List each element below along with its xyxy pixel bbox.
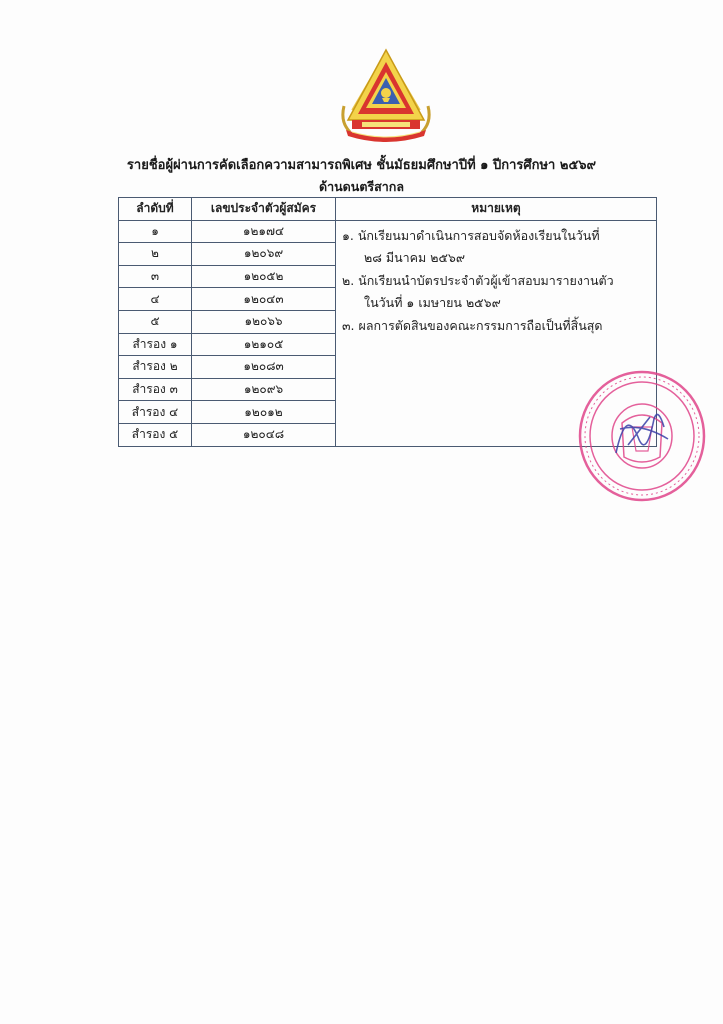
cell-applicant-no: ๑๒๐๕๒ [192, 265, 336, 288]
cell-applicant-no: ๑๒๐๘๓ [192, 356, 336, 379]
cell-applicant-no: ๑๒๐๖๙ [192, 243, 336, 266]
header-order: ลำดับที่ [119, 198, 192, 221]
cell-order: ๕ [119, 310, 192, 333]
remark-2-line-2: ในวันที่ ๑ เมษายน ๒๕๖๙ [364, 295, 501, 311]
cell-order: ๔ [119, 288, 192, 311]
remark-3-line-1: ๓. ผลการตัดสินของคณะกรรมการถือเป็นที่สิ้นสุด [342, 317, 603, 333]
cell-applicant-no: ๑๒๐๖๖ [192, 310, 336, 333]
cell-order: สำรอง ๒ [119, 356, 192, 379]
remark-2-line-1: ๒. นักเรียนนำบัตรประจำตัวผู้เข้าสอบมารายงานตัว [342, 272, 614, 288]
table-header-row [119, 198, 657, 221]
document-subtitle: ด้านดนตรีสากล [318, 179, 405, 194]
cell-order: สำรอง ๑ [119, 333, 192, 356]
table-row [119, 220, 657, 243]
cell-order: สำรอง ๕ [119, 423, 192, 446]
cell-order: ๒ [119, 243, 192, 266]
cell-order: สำรอง ๔ [119, 401, 192, 424]
school-emblem-logo [338, 46, 434, 144]
cell-applicant-no: ๑๒๐๔๓ [192, 288, 336, 311]
cell-applicant-no: ๑๒๑๗๔ [192, 220, 336, 243]
document-title: รายชื่อผู้ผ่านการคัดเลือกความสามารถพิเศษ ชั้นมัธยมศึกษาปีที่ ๑ ปีการศึกษา ๒๕๖๙ [126, 158, 597, 173]
header-remarks: หมายเหตุ [336, 198, 657, 221]
cell-order: ๑ [119, 220, 192, 243]
cell-order: ๓ [119, 265, 192, 288]
cell-applicant-no: ๑๒๐๔๘ [192, 423, 336, 446]
remark-1-line-1: ๑. นักเรียนมาดำเนินการสอบจัดห้องเรียนในวันที่ [342, 227, 600, 243]
remark-1-line-2: ๒๘ มีนาคม ๒๕๖๙ [364, 250, 466, 266]
cell-applicant-no: ๑๒๐๙๖ [192, 378, 336, 401]
cell-applicant-no: ๑๒๑๐๕ [192, 333, 336, 356]
cell-order: สำรอง ๓ [119, 378, 192, 401]
official-stamp-seal [576, 367, 708, 505]
cell-applicant-no: ๑๒๐๑๒ [192, 401, 336, 424]
header-applicant-no: เลขประจำตัวผู้สมัคร [192, 198, 336, 221]
